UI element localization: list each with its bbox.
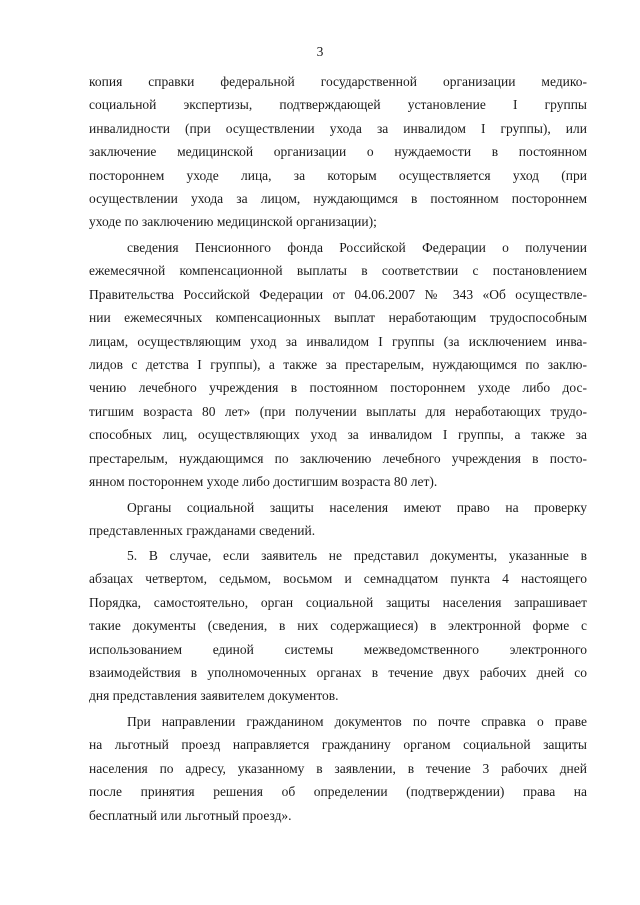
text-line: чению лечебного учреждения в постоянном постороннем уходе либо дос- [89, 380, 587, 396]
text-line: уходе по заключению медицинской организации); [89, 214, 377, 230]
text-line: сведения Пенсионного фонда Российской Федерации о получении [127, 240, 587, 255]
text-line: нии ежемесячных компенсационных выплат неработающим трудоспособным [89, 310, 587, 326]
text-line: дня представления заявителем документов. [89, 688, 339, 704]
paragraph-clause-5 [89, 544, 587, 708]
text-line: взаимодействия в уполномоченных органах в течение двух рабочих дней со [89, 664, 587, 680]
text-line: абзацах четвертом, седьмом, восьмом и семнадцатом пункта 4 настоящего [89, 571, 587, 587]
text-line: При направлении гражданином документов по почте справка о праве [127, 714, 587, 729]
text-line: осуществлении ухода за лицом, нуждающимся в постоянном постороннем [89, 190, 587, 206]
text-line: Правительства Российской Федерации от 04.06.2007 № 343 «Об осуществле- [89, 286, 587, 302]
text-line: заключение медицинской организации о нуждаемости в постоянном [89, 144, 587, 160]
text-line: на льготный проезд направляется гражданину органом социальной защиты [89, 737, 587, 753]
text-line: копия справки федеральной государственной организации медико- [89, 74, 587, 89]
text-line: социальной экспертизы, подтверждающей установление I группы [89, 97, 587, 113]
text-line: представленных гражданами сведений. [89, 523, 316, 539]
text-line: тигшим возраста 80 лет» (при получении выплаты для неработающих трудо- [89, 403, 587, 419]
text-line: использованием единой системы межведомственного электронного [89, 641, 587, 657]
text-line: 5. В случае, если заявитель не представил документы, указанные в [127, 548, 587, 563]
text-line: бесплатный или льготный проезд». [89, 807, 292, 823]
text-line: престарелым, нуждающимся по заключению лечебного учреждения в посто- [89, 450, 587, 466]
text-line: лицам, осуществляющим уход за инвалидом I группы (за исключением инва- [89, 333, 587, 349]
paragraph-pension-fund-info [89, 236, 587, 493]
text-line: после принятия решения об определении (подтверждении) права на [89, 784, 587, 800]
text-line: населения по адресу, указанному в заявлении, в течение 3 рабочих дней [89, 760, 587, 776]
text-line: способных лиц, осуществляющих уход за инвалидом I группы, а также за [89, 427, 587, 443]
text-line: Органы социальной защиты населения имеют право на проверку [127, 500, 587, 515]
text-line: янном постороннем уходе либо достигшим возраста 80 лет). [89, 473, 438, 489]
text-line: такие документы (сведения, в них содержащиеся) в электронной форме с [89, 618, 587, 634]
text-line: лидов с детства I группы), а также за престарелым, нуждающимся по заклю- [89, 356, 587, 372]
text-line: постороннем уходе лица, за которым осуществляется уход (при [89, 167, 587, 183]
text-line: ежемесячной компенсационной выплаты в соответствии с постановлением [89, 263, 587, 279]
page-number: 3 [316, 44, 324, 59]
paragraph-postal-submission [89, 710, 587, 827]
paragraph-medical-documents [89, 70, 587, 234]
paragraph-verification-right [89, 496, 587, 543]
text-line: Порядка, самостоятельно, орган социальной защиты населения запрашивает [89, 594, 587, 610]
text-line: инвалидности (при осуществлении ухода за инвалидом I группы), или [89, 120, 587, 136]
